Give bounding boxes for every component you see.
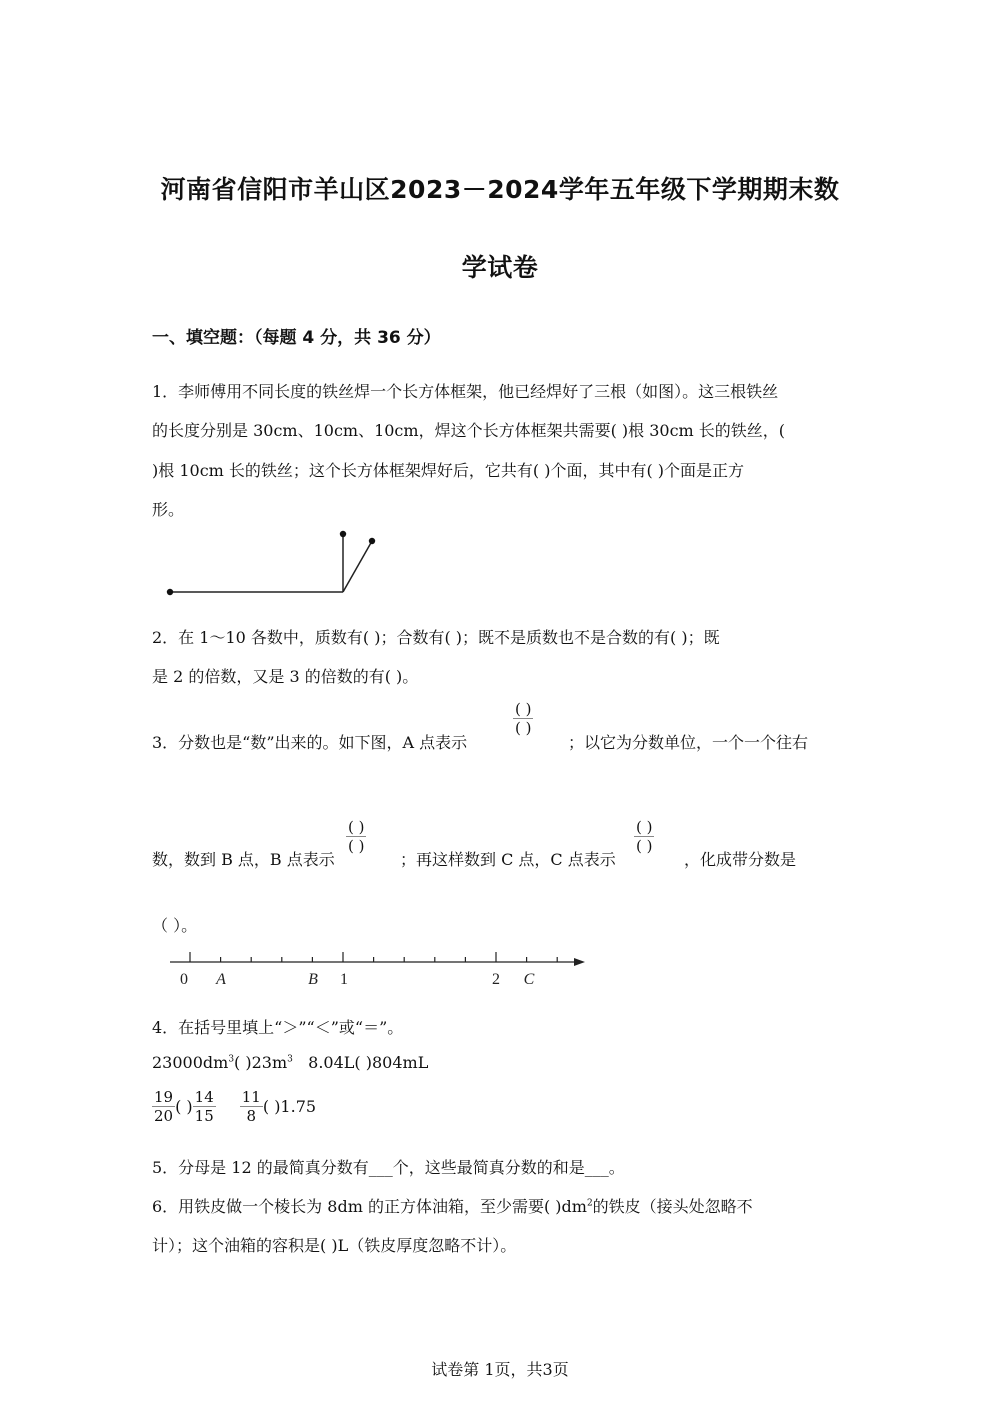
page-footer: 试卷第 1页，共3页 — [431, 1360, 569, 1379]
wire-frame-figure — [160, 525, 390, 605]
q4-row-1 — [152, 1053, 428, 1072]
fraction-blank-a: ( ) ( ) — [515, 700, 532, 737]
q4-fraction-11-8: $\frac{11}{8}$ — [241, 1088, 261, 1125]
q2-line-1: 2．在 1～10 各数中，质数有( )；合数有( )；既不是质数也不是合数的有( )；既 — [152, 628, 720, 647]
exam-title-line-1: 河南省信阳市羊山区2023－2024学年五年级下学期期末数 — [160, 175, 840, 204]
q2-line-2: 是 2 的倍数，又是 3 的倍数的有( )。 — [152, 667, 419, 686]
q6-line-2: 计）；这个油箱的容积是( )L（铁皮厚度忽略不计）。 — [152, 1236, 517, 1255]
q4-sup-b: 3 — [287, 1054, 293, 1065]
q4-compare-decimal: ( )1.75 — [262, 1097, 317, 1116]
q4-row-2 — [152, 1088, 316, 1125]
q4-sup-a: 3 — [228, 1054, 235, 1065]
axis-label-2: 2 — [492, 971, 500, 988]
q3-part-1: 3．分数也是“数”出来的。如下图，A 点表示 — [152, 733, 468, 752]
q4-fraction-14-15: $\frac{14}{15}$ — [194, 1088, 214, 1125]
q4-stem: 4．在括号里填上“＞”“＜”或“＝”。 — [152, 1018, 404, 1037]
q4-volume-b: ( )23m — [234, 1053, 288, 1072]
q6-line-1: 6．用铁皮做一个棱长为 8dm 的正方体油箱，至少需要( )$dm^2$的铁皮（接头处忽略不 — [152, 1197, 753, 1216]
q3-part-2: ；以它为分数单位，一个一个往右 — [568, 733, 809, 752]
q3-part-3: 数，数到 B 点，B 点表示 — [152, 850, 335, 869]
q1-line-4: 形。 — [152, 500, 185, 519]
fraction-blank-c: ( ) ( ) — [636, 818, 653, 855]
q6-sup: 2 — [586, 1198, 593, 1209]
q1-line-2: 的长度分别是 30cm、10cm、10cm，焊这个长方体框架共需要( )根 30cm 长的铁丝，( — [152, 421, 786, 440]
q1-line-1: 1．李师傅用不同长度的铁丝焊一个长方体框架，他已经焊好了三根（如图）。这三根铁丝 — [152, 382, 779, 401]
axis-label-c: C — [523, 971, 535, 988]
q1-line-3: )根 10cm 长的铁丝；这个长方体框架焊好后，它共有( )个面，其中有( )个面是正方 — [152, 461, 745, 480]
axis-label-a: A — [216, 971, 226, 988]
q4-liquid-compare: 8.04L( )804mL — [308, 1053, 429, 1072]
axis-label-1: 1 — [340, 971, 348, 988]
q5-text: 5．分母是 12 的最简真分数有___个，这些最简真分数的和是___。 — [152, 1158, 625, 1177]
section-heading-fill-in: 一、填空题：（每题 4 分，共 36 分） — [152, 328, 441, 348]
fraction-blank-b: ( ) ( ) — [348, 818, 365, 855]
number-line-figure — [165, 945, 595, 990]
q3-part-6: （ ）。 — [152, 916, 198, 935]
q3-part-4: ；再这样数到 C 点，C 点表示 — [400, 850, 616, 869]
q4-volume-a: 23000dm — [152, 1053, 229, 1072]
axis-label-b: B — [308, 971, 318, 988]
q3-part-5: ，化成带分数是 — [684, 850, 797, 869]
exam-title-line-2: 学试卷 — [461, 253, 539, 282]
axis-label-0: 0 — [180, 971, 188, 988]
q4-blank-1: ( ) — [175, 1097, 193, 1116]
q4-fraction-19-20: $\frac{19}{20}$ — [154, 1088, 174, 1125]
